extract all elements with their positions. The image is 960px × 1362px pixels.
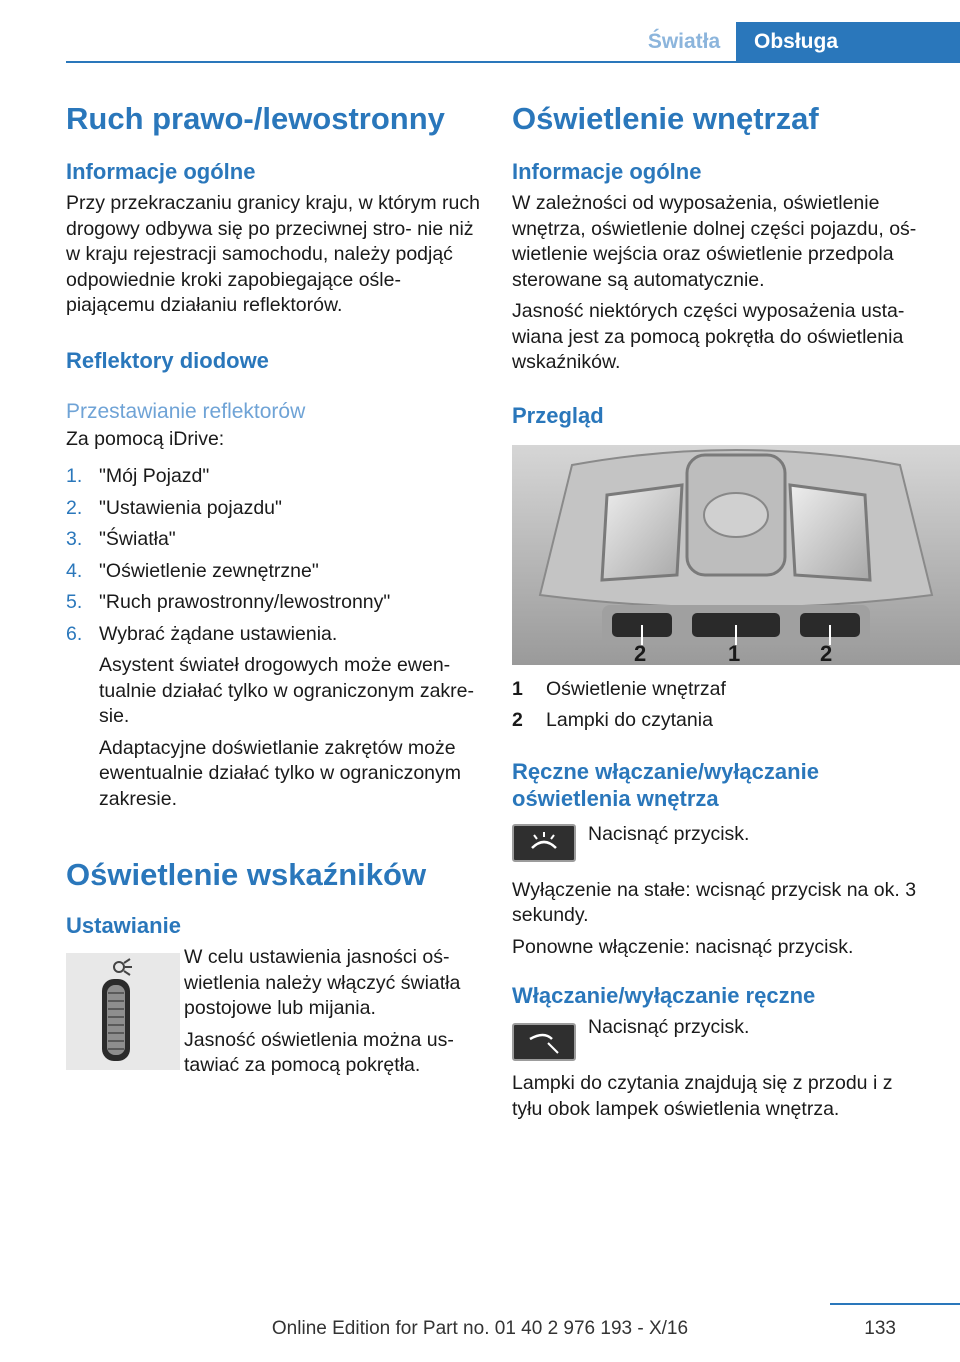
right-column: [512, 98, 927, 1122]
step-text: Wybrać żądane ustawienia.: [99, 622, 338, 645]
legend-number: 1: [512, 677, 523, 700]
paragraph-turn-on: Ponowne włączenie: nacisnąć przycisk.: [512, 935, 854, 958]
heading-instrument-lighting: Oświetlenie wskaźników: [66, 857, 427, 892]
step-text: "Mój Pojazd": [99, 465, 210, 487]
list-item: [66, 590, 481, 616]
figure-label: 2: [820, 640, 833, 665]
list-item: [66, 464, 481, 490]
step-number: 3.: [66, 528, 83, 550]
heading-manual-interior: Ręczne włączanie/wyłączanie oświetlenia wnętrza: [512, 758, 819, 811]
step-text: "Światła": [99, 528, 176, 550]
list-item-note: [66, 736, 481, 813]
note-text: Adaptacyjne doświetlanie zakrętów może ewentualnie działać tylko w ograniczonym zakresie.: [99, 736, 462, 810]
footer-edition: Online Edition for Part no. 01 40 2 976 193 - X/16: [271, 1318, 689, 1339]
paragraph-turn-off: Wyłączenie na stałe: wcisnąć przycisk na ok. 3 sekundy.: [512, 878, 917, 926]
legend-text: Oświetlenie wnętrzaf: [546, 677, 726, 700]
paragraph-setting-2: Jasność oświetlenia można us‐ tawiać za pomocą pokrętła.: [184, 1028, 454, 1076]
left-column: [66, 98, 481, 1076]
figure-label: 1: [728, 640, 741, 665]
button-block-2: [512, 1015, 927, 1063]
note-text: Asystent świateł drogowych może ewen‐ tualnie działać tylko w ograniczonym zakre‐ sie.: [99, 654, 474, 727]
step-number: 2.: [66, 496, 83, 519]
list-item: [66, 559, 481, 585]
step-text: "Ustawienia pojazdu": [99, 496, 282, 519]
dimmer-wheel-icon: [66, 953, 180, 1070]
legend-text: Lampki do czytania: [546, 709, 713, 731]
heading-overview: Przegląd: [512, 402, 604, 428]
paragraph-press-2: Nacisnąć przycisk.: [588, 1016, 750, 1038]
step-number: 5.: [66, 591, 83, 613]
ceiling-console-image: [512, 445, 960, 665]
steps-list: [66, 464, 481, 812]
header-tab-section: Światła: [647, 30, 721, 53]
heading-setting: Ustawianie: [66, 913, 181, 938]
setting-block: [66, 945, 481, 1076]
legend-number: 2: [512, 709, 523, 731]
paragraph-setting-1: W celu ustawienia jasności oś‐ wietlenia należy włączyć światła postojowe lub mijania.: [184, 946, 461, 1019]
step-text: "Ruch prawostronny/lewostronny": [99, 591, 391, 613]
header-tab-chapter: Obsługa: [736, 22, 960, 61]
paragraph-interior-2: Jasność niektórych części wyposażenia usta‐ wiana jest za pomocą pokrętła do oświetlenia wskaźników.: [512, 300, 905, 373]
heading-general-right: Informacje ogólne: [512, 159, 702, 184]
list-item-note: [66, 653, 481, 730]
footer-rule: [830, 1303, 960, 1305]
reading-light-button-icon: [512, 1023, 576, 1061]
legend-item: [512, 708, 927, 734]
overview-figure: [512, 445, 960, 665]
figure-legend: [512, 677, 927, 734]
heading-general-left: Informacje ogólne: [66, 159, 256, 184]
heading-interior-lighting: Oświetlenie wnętrzaf: [512, 101, 819, 136]
list-item: [66, 622, 481, 648]
paragraph-press-1: Nacisnąć przycisk.: [588, 822, 750, 845]
paragraph-interior-1: W zależności od wyposażenia, oświetlenie wnętrza, oświetlenie dolnej części pojazdu, oś‐ wietlenie wejścia oraz oświetlenie przedpola sterowane są automatycznie.: [512, 192, 917, 291]
list-item: [66, 527, 481, 553]
heading-led-headlights: Reflektory diodowe: [66, 347, 269, 373]
header-rule: [66, 61, 960, 63]
step-text: "Oświetlenie zewnętrzne": [99, 559, 319, 582]
interior-light-button-icon: [512, 824, 576, 862]
heading-reading-lights: Włączanie/wyłączanie ręczne: [512, 983, 816, 1008]
paragraph-border-crossing: Przy przekraczaniu granicy kraju, w którym ruch drogowy odbywa się po przeciwnej stro‐ nie niż w kraju rejestracji samochodu, należy podjąć odpowiednie kroki zapobiegające ośle‐ piającemu działaniu reflektorów.: [66, 192, 480, 316]
step-number: 6.: [66, 622, 83, 645]
figure-label: 2: [634, 640, 647, 665]
step-number: 1.: [66, 465, 83, 487]
heading-adjust-headlights: Przestawianie reflektorów: [66, 399, 306, 423]
step-number: 4.: [66, 559, 83, 582]
heading-travel: Ruch prawo-/lewostronny: [66, 101, 445, 136]
page-number: 133: [864, 1318, 896, 1339]
button-block-1: [512, 822, 927, 870]
list-item: [66, 496, 481, 522]
paragraph-idrive: Za pomocą iDrive:: [66, 427, 225, 450]
paragraph-reading-lights: Lampki do czytania znajdują się z przodu i z tyłu obok lampek oświetlenia wnętrza.: [512, 1072, 893, 1120]
legend-item: [512, 677, 927, 703]
